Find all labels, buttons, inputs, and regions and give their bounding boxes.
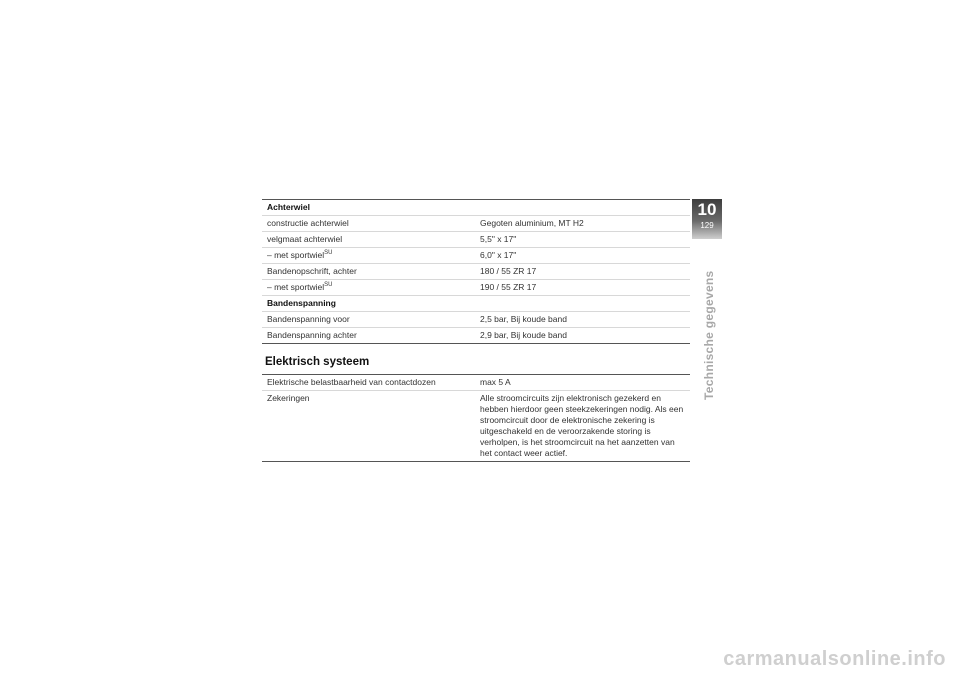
row-label-cell [262,248,475,264]
row-label: Bandenspanning achter [262,328,475,344]
table-row [262,375,690,391]
chapter-number: 10 [697,200,717,219]
watermark: carmanualsonline.info [723,648,946,670]
table-row [262,248,690,264]
table-heading-row [262,296,690,312]
row-value: 6,0" x 17" [475,248,690,264]
row-value: max 5 A [475,375,690,391]
row-value: 180 / 55 ZR 17 [475,264,690,280]
table-row [262,280,690,296]
table-row [262,264,690,280]
row-label: Bandenopschrift, achter [262,264,475,280]
row-label: Elektrische belastbaarheid van contactdozen [262,375,475,391]
row-value: Gegoten aluminium, MT H2 [475,216,690,232]
electrical-section-title: Elektrisch systeem [265,356,370,368]
electrical-table [262,374,690,462]
table-row [262,391,690,462]
option-superscript: SU [324,282,333,289]
row-label-cell [262,280,475,296]
row-label: Bandenspanning voor [262,312,475,328]
chapter-tab [692,199,722,239]
row-label: constructie achterwiel [262,216,475,232]
tire-pressure-heading: Bandenspanning [262,296,690,312]
row-label: Zekeringen [262,391,475,462]
option-superscript: SU [324,250,333,257]
row-value: 5,5" x 17" [475,232,690,248]
spec-content [262,199,690,462]
row-value: 2,5 bar, Bij koude band [475,312,690,328]
row-value: 2,9 bar, Bij koude band [475,328,690,344]
table-row [262,216,690,232]
row-label: – met sportwiel [267,282,325,292]
page-number: 129 [700,221,714,230]
row-label: velgmaat achterwiel [262,232,475,248]
table-row [262,232,690,248]
chapter-side-label: Technische gegevens [702,270,716,400]
row-value: 190 / 55 ZR 17 [475,280,690,296]
rear-wheel-table [262,199,690,344]
table-heading-row [262,200,690,216]
row-label: – met sportwiel [267,250,325,260]
row-value: Alle stroomcircuits zijn elektronisch gezekerd en hebben hierdoor geen steekzekeringen nodig. Als een stroomcircuit door de elektronische zekering is uitgeschakeld en de veroorzakende storing is verholpen, is het stroomcircuit na het aanzetten van het contact weer actief. [475,391,690,462]
rear-wheel-heading: Achterwiel [262,200,690,216]
table-row [262,328,690,344]
table-row [262,312,690,328]
